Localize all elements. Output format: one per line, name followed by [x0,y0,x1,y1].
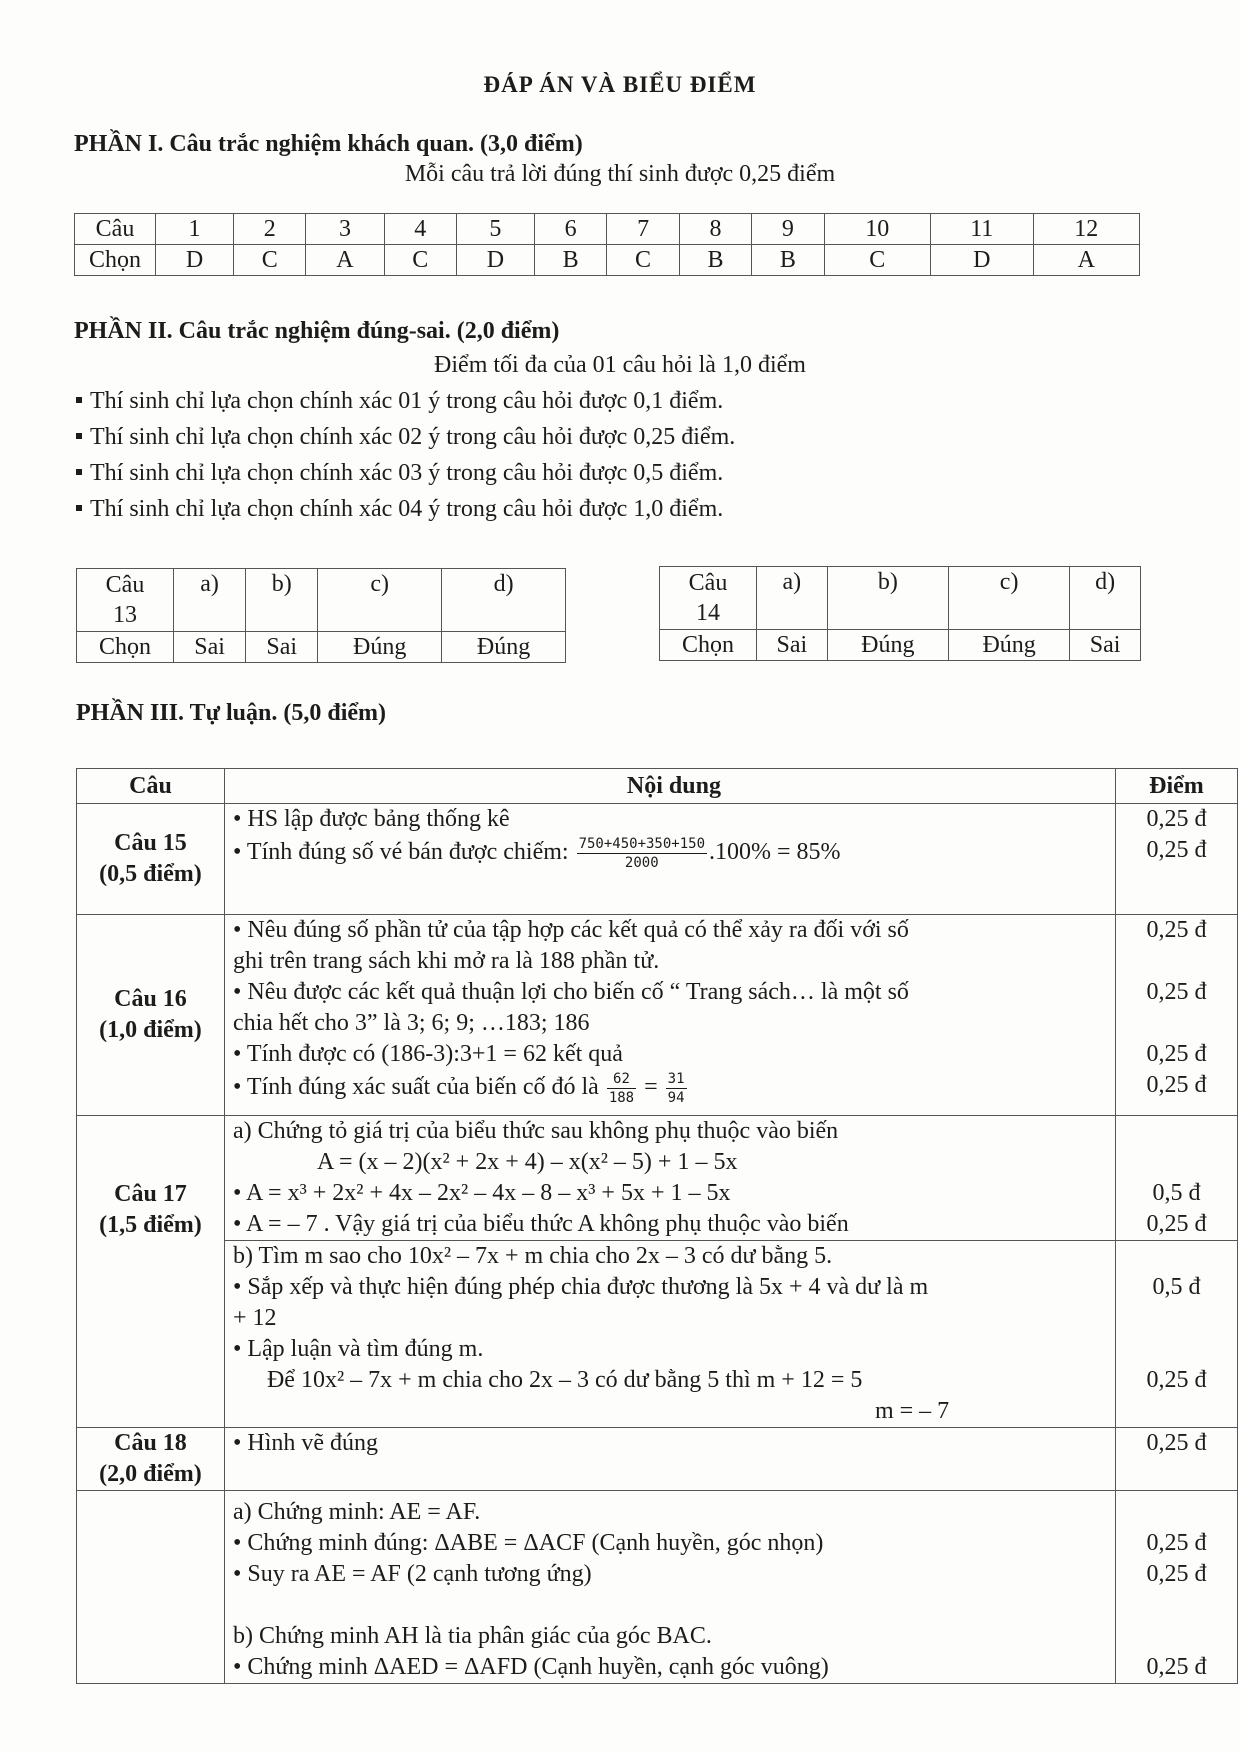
q13-answer: Đúng [318,632,442,663]
question-number: 5 [456,214,534,245]
question-number: 3 [306,214,384,245]
column-header-content: Nội dung [224,769,1115,804]
question-number: 10 [824,214,930,245]
part1-answer-table [74,213,1140,276]
fraction: $\frac{31}{94}$ [667,1071,685,1106]
answer-cell: C [607,245,679,276]
answer-cell: B [679,245,751,276]
q16-content: • Nêu đúng số phần tử của tập hợp các kết quả có thể xảy ra đối với số ghi trên trang sách khi mở ra là 188 phần tử. • Nêu được các kết quả thuận lợi cho biến cố “ Trang sách… là một số chia hết cho 3” là 3; 6; 9; …183; 186 • Tính được có (186-3):3+1 = 62 kết quả • Tính đúng xác suất của biến cố đó là $\frac{62}{188}$ = $\frac{31}{94}$ [224,915,1115,1116]
q18-content: a) Chứng minh: AE = AF. • Chứng minh đúng: ΔABE = ΔACF (Cạnh huyền, góc nhọn) • Suy ra AE = AF (2 cạnh tương ứng) b) Chứng minh AH là tia phân giác của góc BAC. • Chứng minh ΔAED = ΔAFD (Cạnh huyền, cạnh góc vuông) [224,1491,1115,1684]
bullet-icon [76,397,82,403]
question-number: 8 [679,214,751,245]
answer-cell: D [156,245,234,276]
q14-answer: Đúng [948,630,1069,661]
table-row [77,1241,1238,1428]
table-row [77,1491,1238,1684]
q18-figure-content: • Hình vẽ đúng [224,1428,1115,1491]
bullet-icon [76,469,82,475]
table-row [75,245,1140,276]
question-number: 4 [384,214,456,245]
q13-choose-label: Chọn [77,632,174,663]
answer-cell: A [1033,245,1139,276]
table-row [77,804,1238,915]
part2-note: Điểm tối đa của 01 câu hỏi là 1,0 điểm [434,352,806,378]
answer-cell: B [534,245,606,276]
rule-text: Thí sinh chỉ lựa chọn chính xác 01 ý trong câu hỏi được 0,1 điểm. [90,388,724,414]
q14-answer-table [659,566,1141,661]
question-number: 11 [930,214,1033,245]
bullet-icon [76,433,82,439]
answer-cell: B [752,245,824,276]
q17a-content: a) Chứng tỏ giá trị của biểu thức sau không phụ thuộc vào biến A = (x – 2)(x² + 2x + 4) – x(x² – 5) + 1 – 5x • A = x³ + 2x² + 4x – 2x² – 4x – 8 – x³ + 5x + 1 – 5x • A = – 7 . Vậy giá trị của biểu thức A không phụ thuộc vào biến [224,1116,1115,1241]
answer-cell: D [930,245,1033,276]
q14-col: b) [827,567,948,630]
q13-answer: Đúng [442,632,566,663]
table-row [77,915,1238,1116]
rule-text: Thí sinh chỉ lựa chọn chính xác 04 ý trong câu hỏi được 1,0 điểm. [90,496,724,522]
question-number: 1 [156,214,234,245]
q14-answer: Sai [757,630,828,661]
table-row [77,1116,1238,1241]
part3-heading: PHẦN III. Tự luận. (5,0 điểm) [76,700,386,726]
q14-col: c) [948,567,1069,630]
part2-heading: PHẦN II. Câu trắc nghiệm đúng-sai. (2,0 điểm) [74,318,560,344]
q16-label: Câu 16 (1,0 điểm) [77,915,225,1116]
answer-cell: C [824,245,930,276]
q17b-content: b) Tìm m sao cho 10x² – 7x + m chia cho 2x – 3 có dư bằng 5. • Sắp xếp và thực hiện đúng phép chia được thương là 5x + 4 và dư là m + 12 • Lập luận và tìm đúng m. Để 10x² – 7x + m chia cho 2x – 3 có dư bằng 5 thì m + 12 = 5 m = – 7 [224,1241,1115,1428]
table-row [77,569,566,632]
q14-answer: Đúng [827,630,948,661]
q14-label: Câu 14 [660,567,757,630]
question-number: 7 [607,214,679,245]
q13-col: d) [442,569,566,632]
q13-label: Câu 13 [77,569,174,632]
q13-col: c) [318,569,442,632]
q14-col: d) [1070,567,1141,630]
row-label-answer: Chọn [75,245,156,276]
fraction: $\frac{62}{188}$ [608,1071,635,1106]
q13-col: b) [246,569,318,632]
q14-answer: Sai [1070,630,1141,661]
page-title: ĐÁP ÁN VÀ BIỂU ĐIỂM [483,72,757,97]
rule-item [76,460,723,487]
q13-answer: Sai [246,632,318,663]
q13-col: a) [174,569,246,632]
table-row [77,632,566,663]
q13-answer-table [76,568,566,663]
part1-heading: PHẦN I. Câu trắc nghiệm khách quan. (3,0 điểm) [74,131,583,157]
q17-label: Câu 17 (1,5 điểm) [77,1116,225,1428]
q17a-scores: 0,5 đ 0,25 đ [1115,1116,1237,1241]
rule-item [76,388,723,415]
table-row [75,214,1140,245]
answer-cell: A [306,245,384,276]
column-header-score: Điểm [1115,769,1237,804]
q18-scores: 0,25 đ 0,25 đ 0,25 đ [1115,1491,1237,1684]
q17b-scores: 0,5 đ 0,25 đ [1115,1241,1237,1428]
answer-cell: C [234,245,306,276]
q15-scores: 0,25 đ 0,25 đ [1115,804,1237,915]
q14-choose-label: Chọn [660,630,757,661]
rule-text: Thí sinh chỉ lựa chọn chính xác 02 ý trong câu hỏi được 0,25 điểm. [90,424,736,450]
row-label-question: Câu [75,214,156,245]
question-number: 2 [234,214,306,245]
bullet-icon [76,505,82,511]
question-number: 6 [534,214,606,245]
q15-label: Câu 15 (0,5 điểm) [77,804,225,915]
q13-answer: Sai [174,632,246,663]
rule-text: Thí sinh chỉ lựa chọn chính xác 03 ý trong câu hỏi được 0,5 điểm. [90,460,724,486]
column-header-question: Câu [77,769,225,804]
part1-note: Mỗi câu trả lời đúng thí sinh được 0,25 điểm [404,161,836,187]
table-row [660,630,1141,661]
essay-scoring-table [76,768,1238,1684]
rule-item [76,424,735,451]
fraction: $\frac{750+450+350+150}{2000}$ [578,836,705,871]
q18-figure-score: 0,25 đ [1115,1428,1237,1491]
q18-label: Câu 18 (2,0 điểm) [77,1428,225,1491]
table-row [660,567,1141,630]
question-number: 9 [752,214,824,245]
answer-cell: C [384,245,456,276]
q18-empty-cell [77,1491,225,1684]
question-number: 12 [1033,214,1139,245]
q15-content: • HS lập được bảng thống kê • Tính đúng số vé bán được chiếm: $\frac{750+450+350+150}{2000}$ .100% = 85% [224,804,1115,915]
q14-col: a) [757,567,828,630]
table-row [77,1428,1238,1491]
table-header-row [77,769,1238,804]
answer-cell: D [456,245,534,276]
q16-scores: 0,25 đ 0,25 đ 0,25 đ 0,25 đ [1115,915,1237,1116]
rule-item [76,496,723,523]
